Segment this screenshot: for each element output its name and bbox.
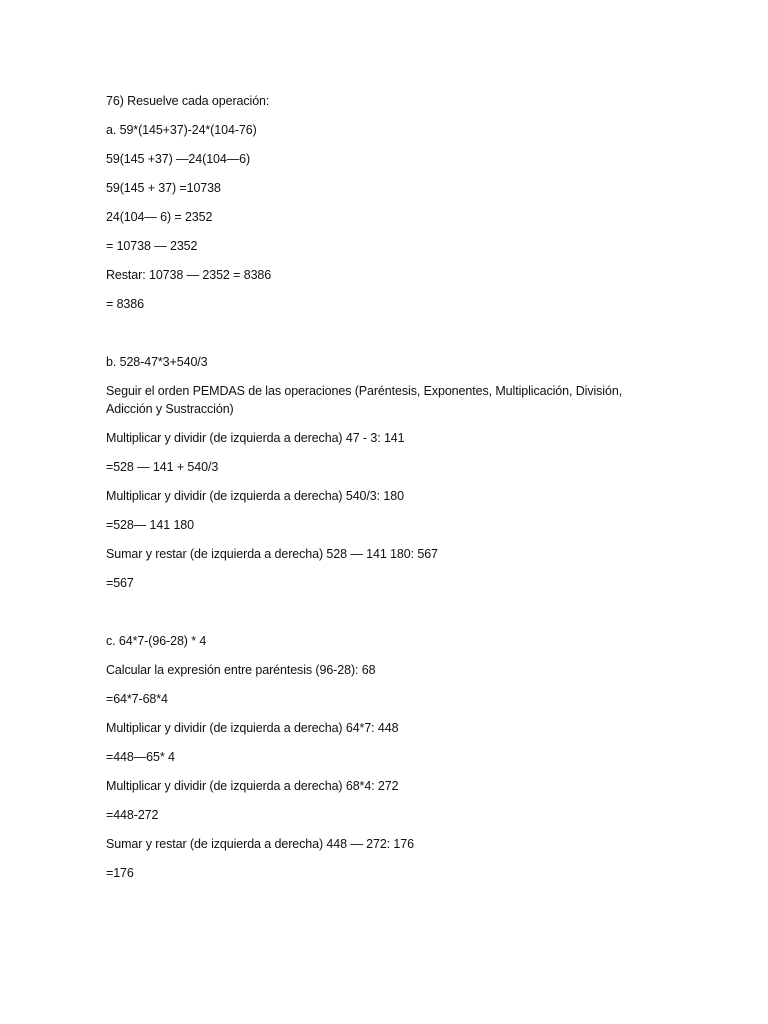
part-c-step: Sumar y restar (de izquierda a derecha) 448 — 272: 176 (106, 837, 414, 851)
part-a-result: = 8386 (106, 297, 144, 311)
part-c-result: =176 (106, 866, 134, 880)
part-c-heading: c. 64*7-(96-28) * 4 (106, 634, 207, 648)
part-c-step: Multiplicar y dividir (de izquierda a derecha) 64*7: 448 (106, 721, 399, 735)
section-spacer (106, 324, 666, 353)
part-c-step: Calcular la expresión entre paréntesis (96-28): 68 (106, 663, 376, 677)
part-c-step: =448—65* 4 (106, 750, 175, 764)
part-c-step: =64*7-68*4 (106, 692, 168, 706)
part-a-heading: a. 59*(145+37)-24*(104-76) (106, 123, 257, 137)
part-b-step: Sumar y restar (de izquierda a derecha) 528 — 141 180: 567 (106, 547, 438, 561)
part-b-step: =528— 141 180 (106, 518, 195, 532)
problem-title: 76) Resuelve cada operación: (106, 94, 270, 108)
part-a-step: Restar: 10738 — 2352 = 8386 (106, 268, 272, 282)
document-body (106, 92, 666, 893)
part-c-step: Multiplicar y dividir (de izquierda a derecha) 68*4: 272 (106, 779, 399, 793)
part-b-heading: b. 528-47*3+540/3 (106, 355, 208, 369)
part-a-step: = 10738 — 2352 (106, 239, 198, 253)
part-b-step: =528 — 141 + 540/3 (106, 460, 219, 474)
part-b-step: Seguir el orden PEMDAS de las operaciones (Paréntesis, Exponentes, Multiplicación, División, Adicción y Sustracción) (106, 384, 623, 416)
part-a-step: 59(145 + 37) =10738 (106, 181, 221, 195)
part-c-step: =448-272 (106, 808, 159, 822)
part-b-step: Multiplicar y dividir (de izquierda a derecha) 47 - 3: 141 (106, 431, 405, 445)
part-a-step: 24(104— 6) = 2352 (106, 210, 213, 224)
part-b-result: =567 (106, 576, 134, 590)
part-a-step: 59(145 +37) —24(104—6) (106, 152, 251, 166)
section-spacer (106, 603, 666, 632)
part-b-step: Multiplicar y dividir (de izquierda a derecha) 540/3: 180 (106, 489, 404, 503)
